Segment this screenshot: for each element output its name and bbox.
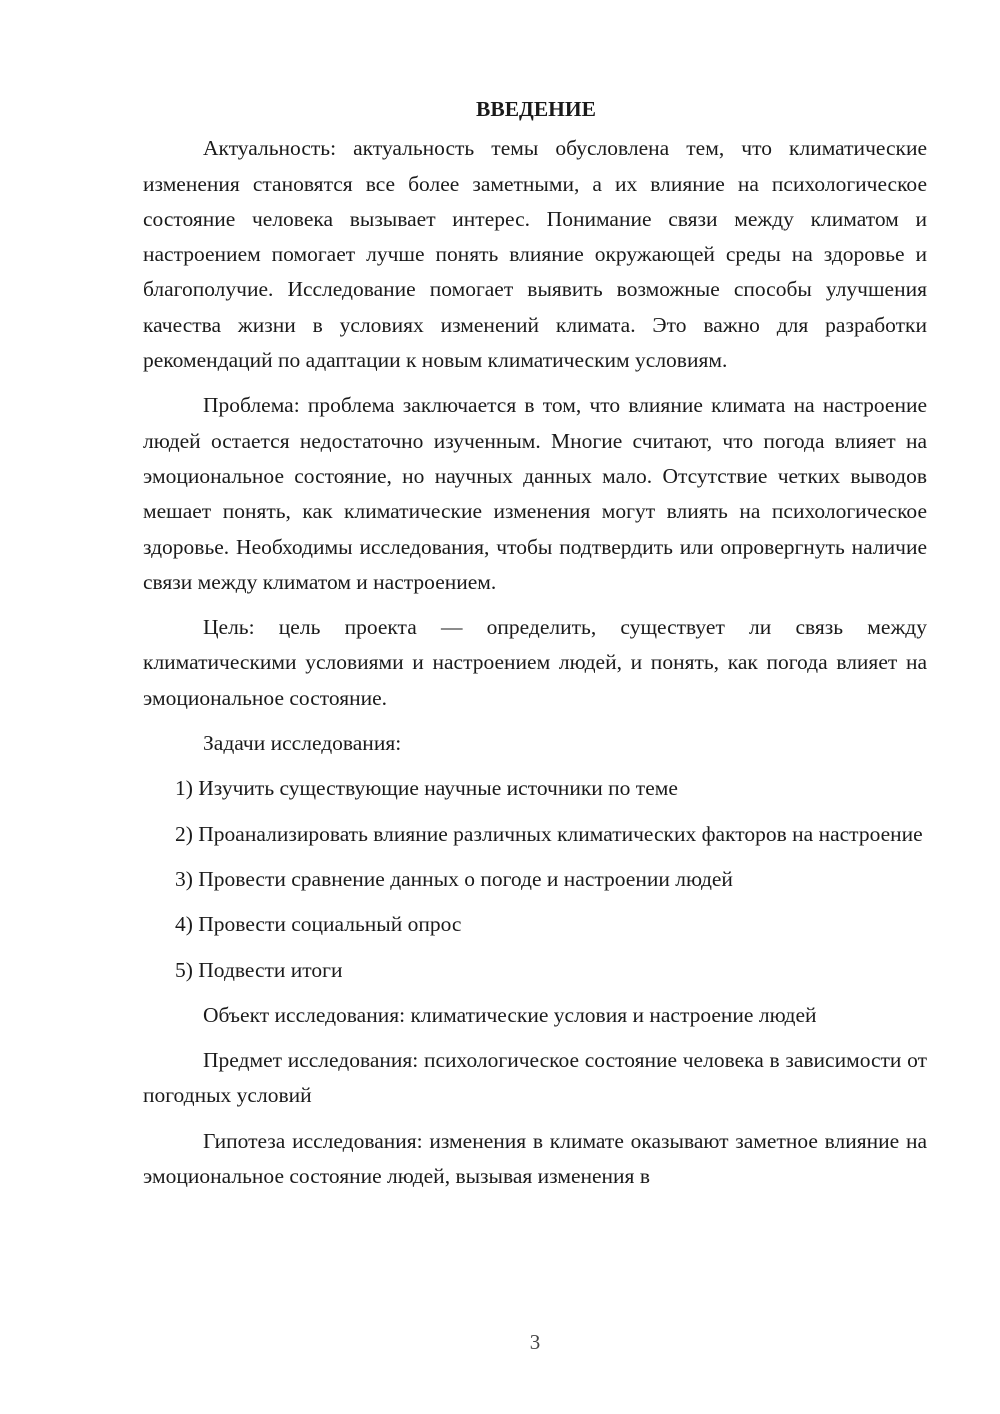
- paragraph-relevance: Актуальность: актуальность темы обусловлена тем, что климатические изменения становятся все более заметными, а их влияние на психологическое состояние человека вызывает интерес. Понимание связи между климатом и настроением помогает лучше понять влияние окружающей среды на здоровье и благополучие. Исследование помогает выявить возможные способы улучшения качества жизни в условиях изменений климата. Это важно для разработки рекомендаций по адаптации к новым климатическим условиям.: [143, 136, 927, 373]
- paragraph-object: Объект исследования: климатические условия и настроение людей: [203, 1002, 817, 1027]
- page-number: 3: [529, 1330, 541, 1354]
- paragraph-problem: Проблема: проблема заключается в том, что влияние климата на настроение людей остается недостаточно изученным. Многие считают, что погода влияет на эмоциональное состояние, но научных данных мало. Отсутствие четких выводов мешает понять, как климатические изменения могут влиять на психологическое здоровье. Необходимы исследования, чтобы подтвердить или опровергнуть наличие связи между климатом и настроением.: [143, 393, 927, 594]
- section-title: ВВЕДЕНИЕ: [476, 97, 596, 121]
- task-item: 3) Провести сравнение данных о погоде и настроении людей: [175, 866, 733, 891]
- paragraph-goal: Цель: цель проекта — определить, существует ли связь между климатическими условиями и настроением людей, и понять, как погода влияет на эмоциональное состояние.: [143, 615, 927, 710]
- tasks-list: [143, 771, 927, 987]
- task-item: 1) Изучить существующие научные источники по теме: [175, 776, 678, 801]
- paragraph-hypothesis: Гипотеза исследования: изменения в климате оказывают заметное влияние на эмоциональное состояние людей, вызывая изменения в: [143, 1128, 927, 1189]
- tasks-heading: Задачи исследования:: [203, 731, 402, 756]
- task-item: 5) Подвести итоги: [175, 957, 343, 982]
- document-page: [143, 92, 927, 1204]
- paragraph-subject: Предмет исследования: психологическое состояние человека в зависимости от погодных условий: [143, 1048, 927, 1108]
- task-item: 2) Проанализировать влияние различных климатических факторов на настроение: [175, 821, 923, 846]
- task-item: 4) Провести социальный опрос: [175, 912, 462, 937]
